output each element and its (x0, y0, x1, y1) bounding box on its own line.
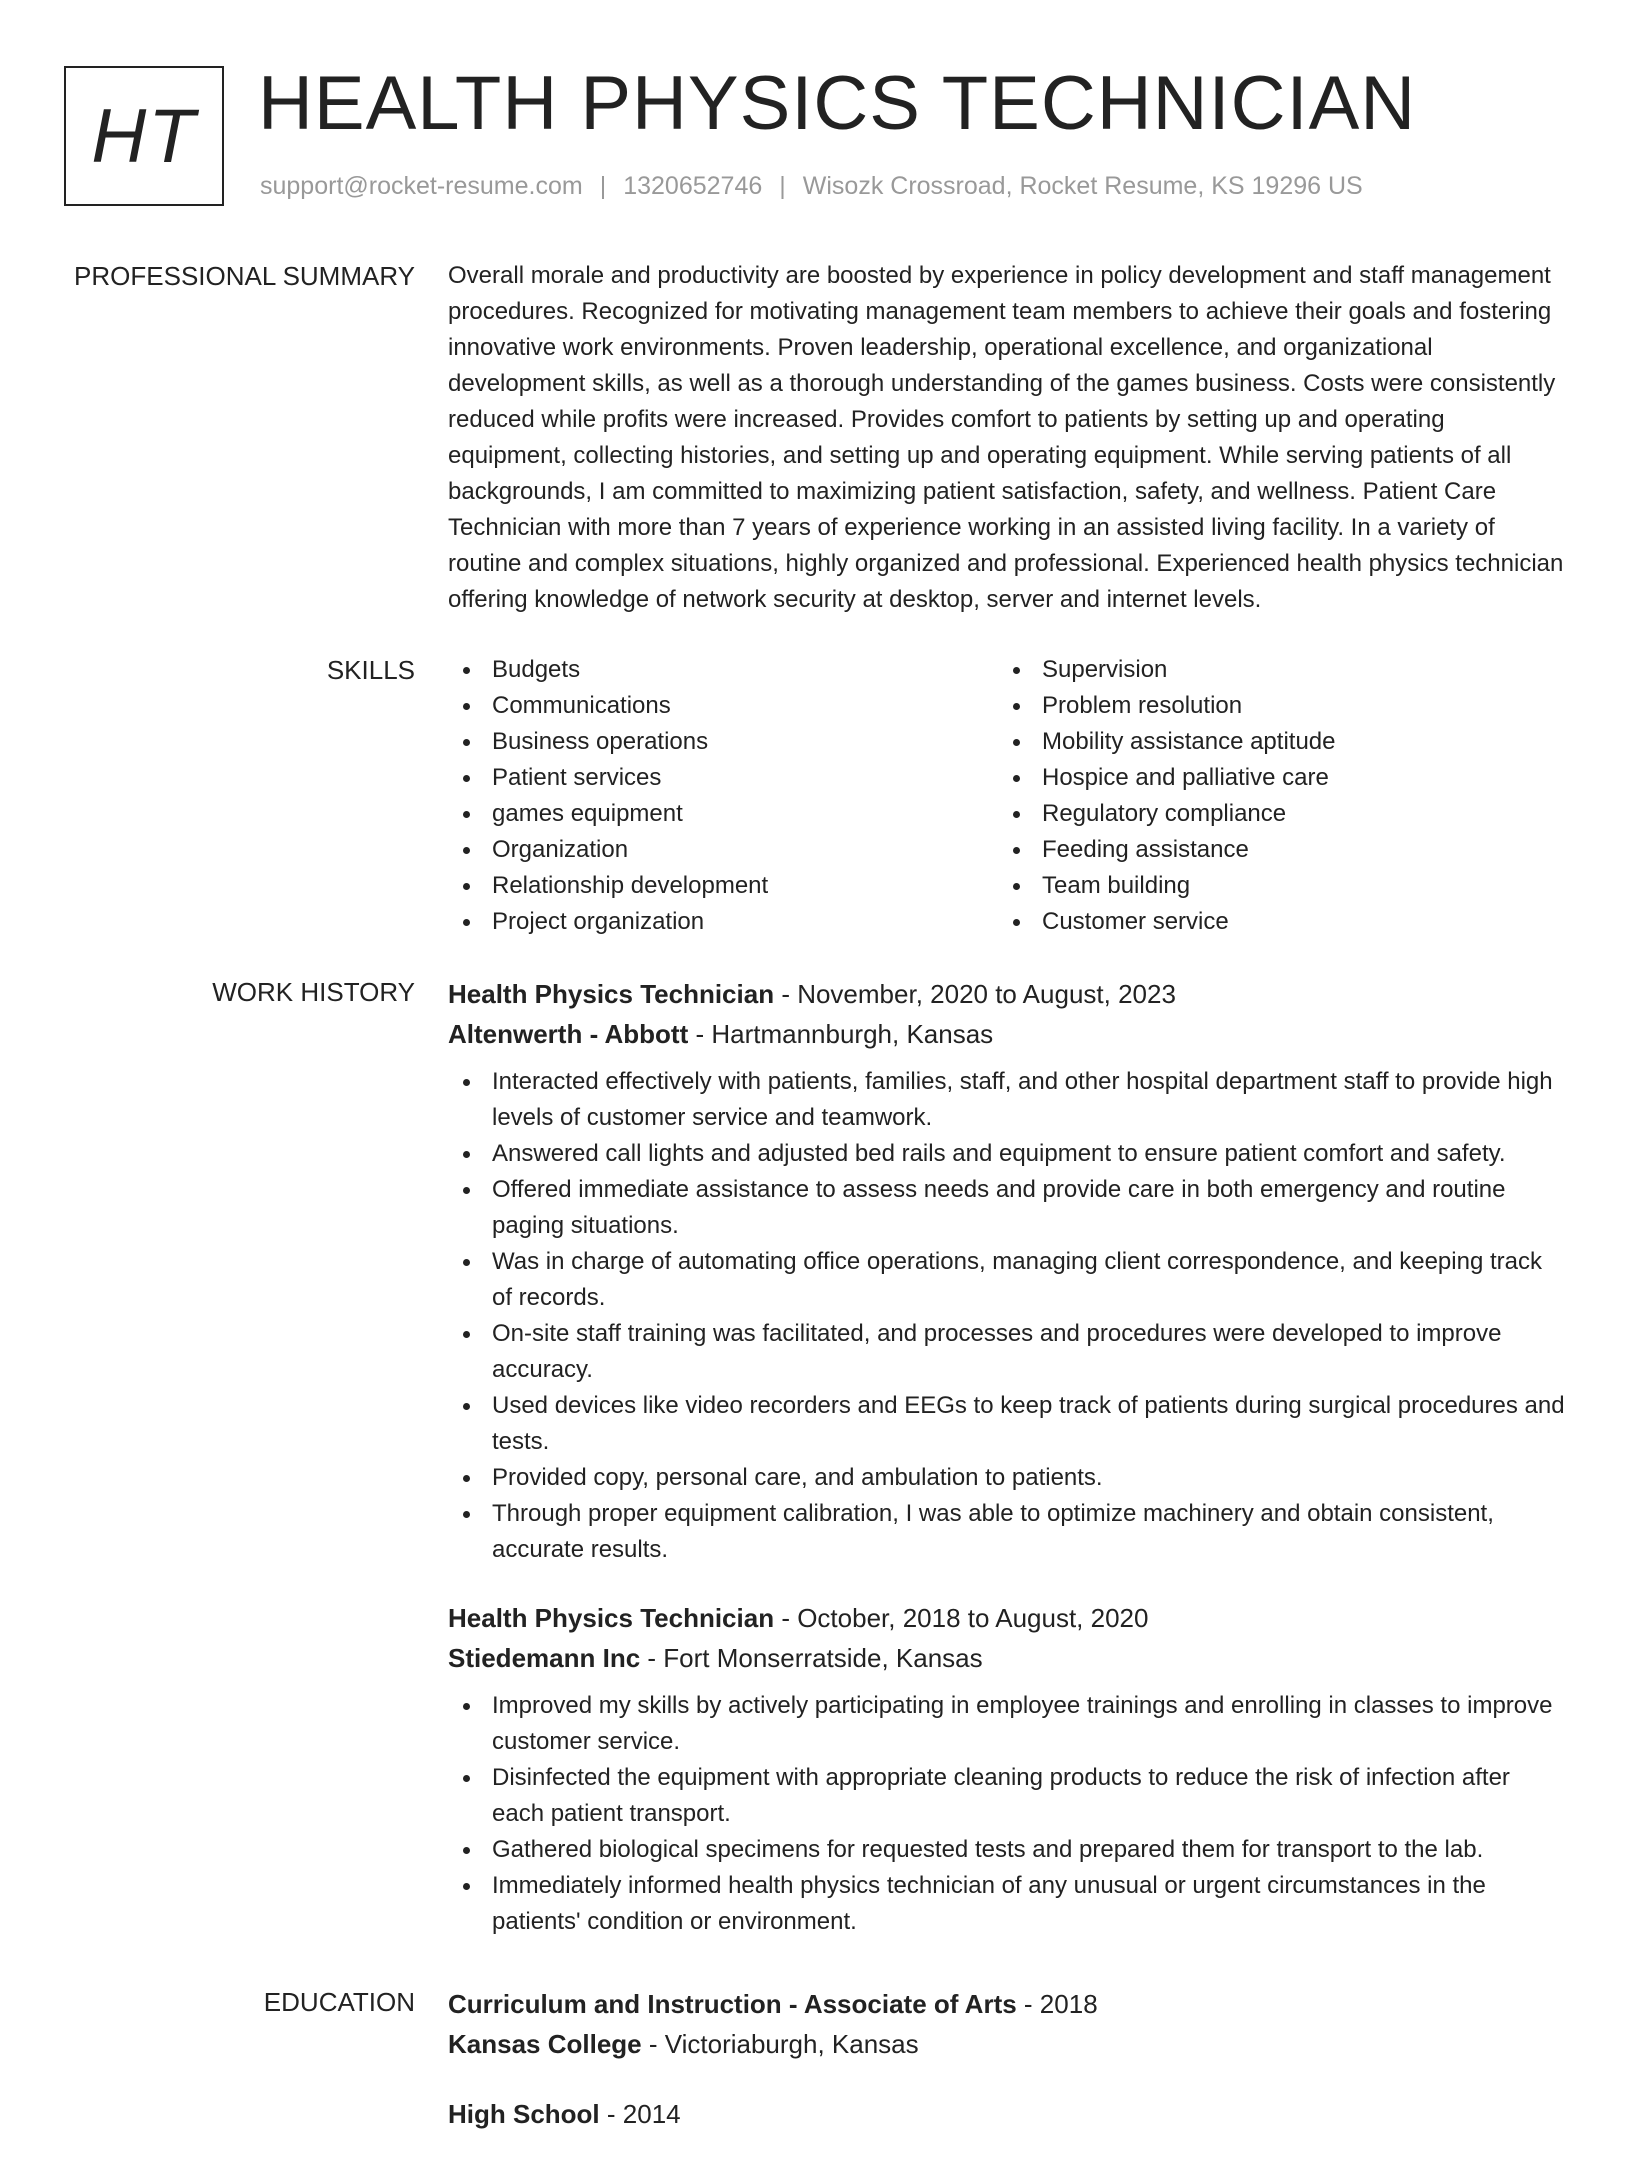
job-location: - Fort Monserratside, Kansas (640, 1643, 983, 1673)
contact-email: support@rocket-resume.com (260, 172, 583, 200)
skill-item: Business operations (448, 724, 998, 760)
skill-item: Feeding assistance (998, 832, 1548, 868)
skill-item: Relationship development (448, 868, 998, 904)
monogram-logo: HT (64, 66, 224, 206)
job-dates: - October, 2018 to August, 2020 (774, 1603, 1149, 1633)
job-bullet: Gathered biological specimens for requested tests and prepared them for transport to the lab. (448, 1832, 1566, 1868)
summary-text: Overall morale and productivity are boosted by experience in policy development and staff management procedures. Recognized for motivating management team members to achieve their goals and fostering innovative work environments. Proven leadership, operational excellence, and organizational development skills, as well as a thorough understanding of the games business. Costs were consistently reduced while profits were increased. Provides comfort to patients by setting up and operating equipment, collecting histories, and setting up and operating equipment. While serving patients of all backgrounds, I am committed to maximizing patient satisfaction, safety, and wellness. Patient Care Technician with more than 7 years of experience working in an assisted living facility. In a variety of routine and complex situations, highly organized and professional. Experienced health physics technician offering knowledge of network security at desktop, server and internet levels. (448, 262, 1564, 613)
job-bullet: Disinfected the equipment with appropriate cleaning products to reduce the risk of infection after each patient transport. (448, 1760, 1566, 1832)
skills-list-left (448, 652, 998, 940)
contact-separator: | (779, 172, 786, 200)
job-location: - Hartmannburgh, Kansas (688, 1019, 994, 1049)
job-entry (448, 1598, 1566, 1940)
skill-item: Supervision (998, 652, 1548, 688)
education-degree-line (448, 1984, 1566, 2024)
job-bullet: Immediately informed health physics technician of any unusual or urgent circumstances in the patients' condition or environment. (448, 1868, 1566, 1940)
skill-item: Hospice and palliative care (998, 760, 1548, 796)
education-entry (448, 1984, 1566, 2064)
education-year: - 2018 (1016, 1989, 1098, 2019)
job-dates: - November, 2020 to August, 2023 (774, 979, 1176, 1009)
job-company: Altenwerth - Abbott (448, 1019, 689, 1049)
section-heading-skills: SKILLS (326, 655, 415, 685)
job-bullet: Provided copy, personal care, and ambulation to patients. (448, 1460, 1566, 1496)
section-heading-summary: PROFESSIONAL SUMMARY (74, 261, 415, 291)
skill-item: Organization (448, 832, 998, 868)
skills-list-right (998, 652, 1548, 940)
job-bullet: Answered call lights and adjusted bed rails and equipment to ensure patient comfort and safety. (448, 1136, 1566, 1172)
skill-item: games equipment (448, 796, 998, 832)
job-bullet: Was in charge of automating office operations, managing client correspondence, and keeping track of records. (448, 1244, 1566, 1316)
job-title: Health Physics Technician (448, 979, 775, 1009)
education-location: - Victoriaburgh, Kansas (641, 2029, 919, 2059)
job-company-line (448, 1014, 1566, 1054)
education-school-line (448, 2024, 1566, 2064)
skill-item: Budgets (448, 652, 998, 688)
education-entry (448, 2094, 1566, 2134)
contact-line (260, 172, 1363, 201)
education-year: - 2014 (599, 2099, 681, 2129)
job-bullet: Used devices like video recorders and EEGs to keep track of patients during surgical procedures and tests. (448, 1388, 1566, 1460)
section-heading-work: WORK HISTORY (212, 977, 415, 1007)
contact-separator: | (599, 172, 607, 200)
section-heading-education: EDUCATION (263, 1987, 415, 2017)
skill-item: Problem resolution (998, 688, 1548, 724)
contact-phone: 1320652746 (623, 172, 763, 200)
job-bullets (448, 1064, 1566, 1568)
job-title-line (448, 974, 1566, 1014)
job-company-line (448, 1638, 1566, 1678)
job-bullets (448, 1688, 1566, 1940)
job-bullet: On-site staff training was facilitated, and processes and procedures were developed to improve accuracy. (448, 1316, 1566, 1388)
education-degree-line (448, 2094, 1566, 2134)
education-degree: High School (448, 2099, 600, 2129)
job-entry (448, 974, 1566, 1568)
skill-item: Customer service (998, 904, 1548, 940)
skill-item: Mobility assistance aptitude (998, 724, 1548, 760)
job-bullet: Improved my skills by actively participating in employee trainings and enrolling in classes to improve customer service. (448, 1688, 1566, 1760)
education-degree: Curriculum and Instruction - Associate of Arts (448, 1989, 1017, 2019)
skill-item: Communications (448, 688, 998, 724)
contact-address: Wisozk Crossroad, Rocket Resume, KS 19296 US (802, 172, 1363, 200)
job-bullet: Offered immediate assistance to assess needs and provide care in both emergency and routine paging situations. (448, 1172, 1566, 1244)
education-school: Kansas College (448, 2029, 642, 2059)
job-title: Health Physics Technician (448, 1603, 775, 1633)
job-bullet: Interacted effectively with patients, families, staff, and other hospital department staff to provide high levels of customer service and teamwork. (448, 1064, 1566, 1136)
skill-item: Team building (998, 868, 1548, 904)
job-title-line (448, 1598, 1566, 1638)
job-company: Stiedemann Inc (448, 1643, 641, 1673)
skill-item: Project organization (448, 904, 998, 940)
job-bullet: Through proper equipment calibration, I was able to optimize machinery and obtain consistent, accurate results. (448, 1496, 1566, 1568)
resume-title: HEALTH PHYSICS TECHNICIAN (258, 61, 1417, 146)
skill-item: Patient services (448, 760, 998, 796)
skill-item: Regulatory compliance (998, 796, 1548, 832)
